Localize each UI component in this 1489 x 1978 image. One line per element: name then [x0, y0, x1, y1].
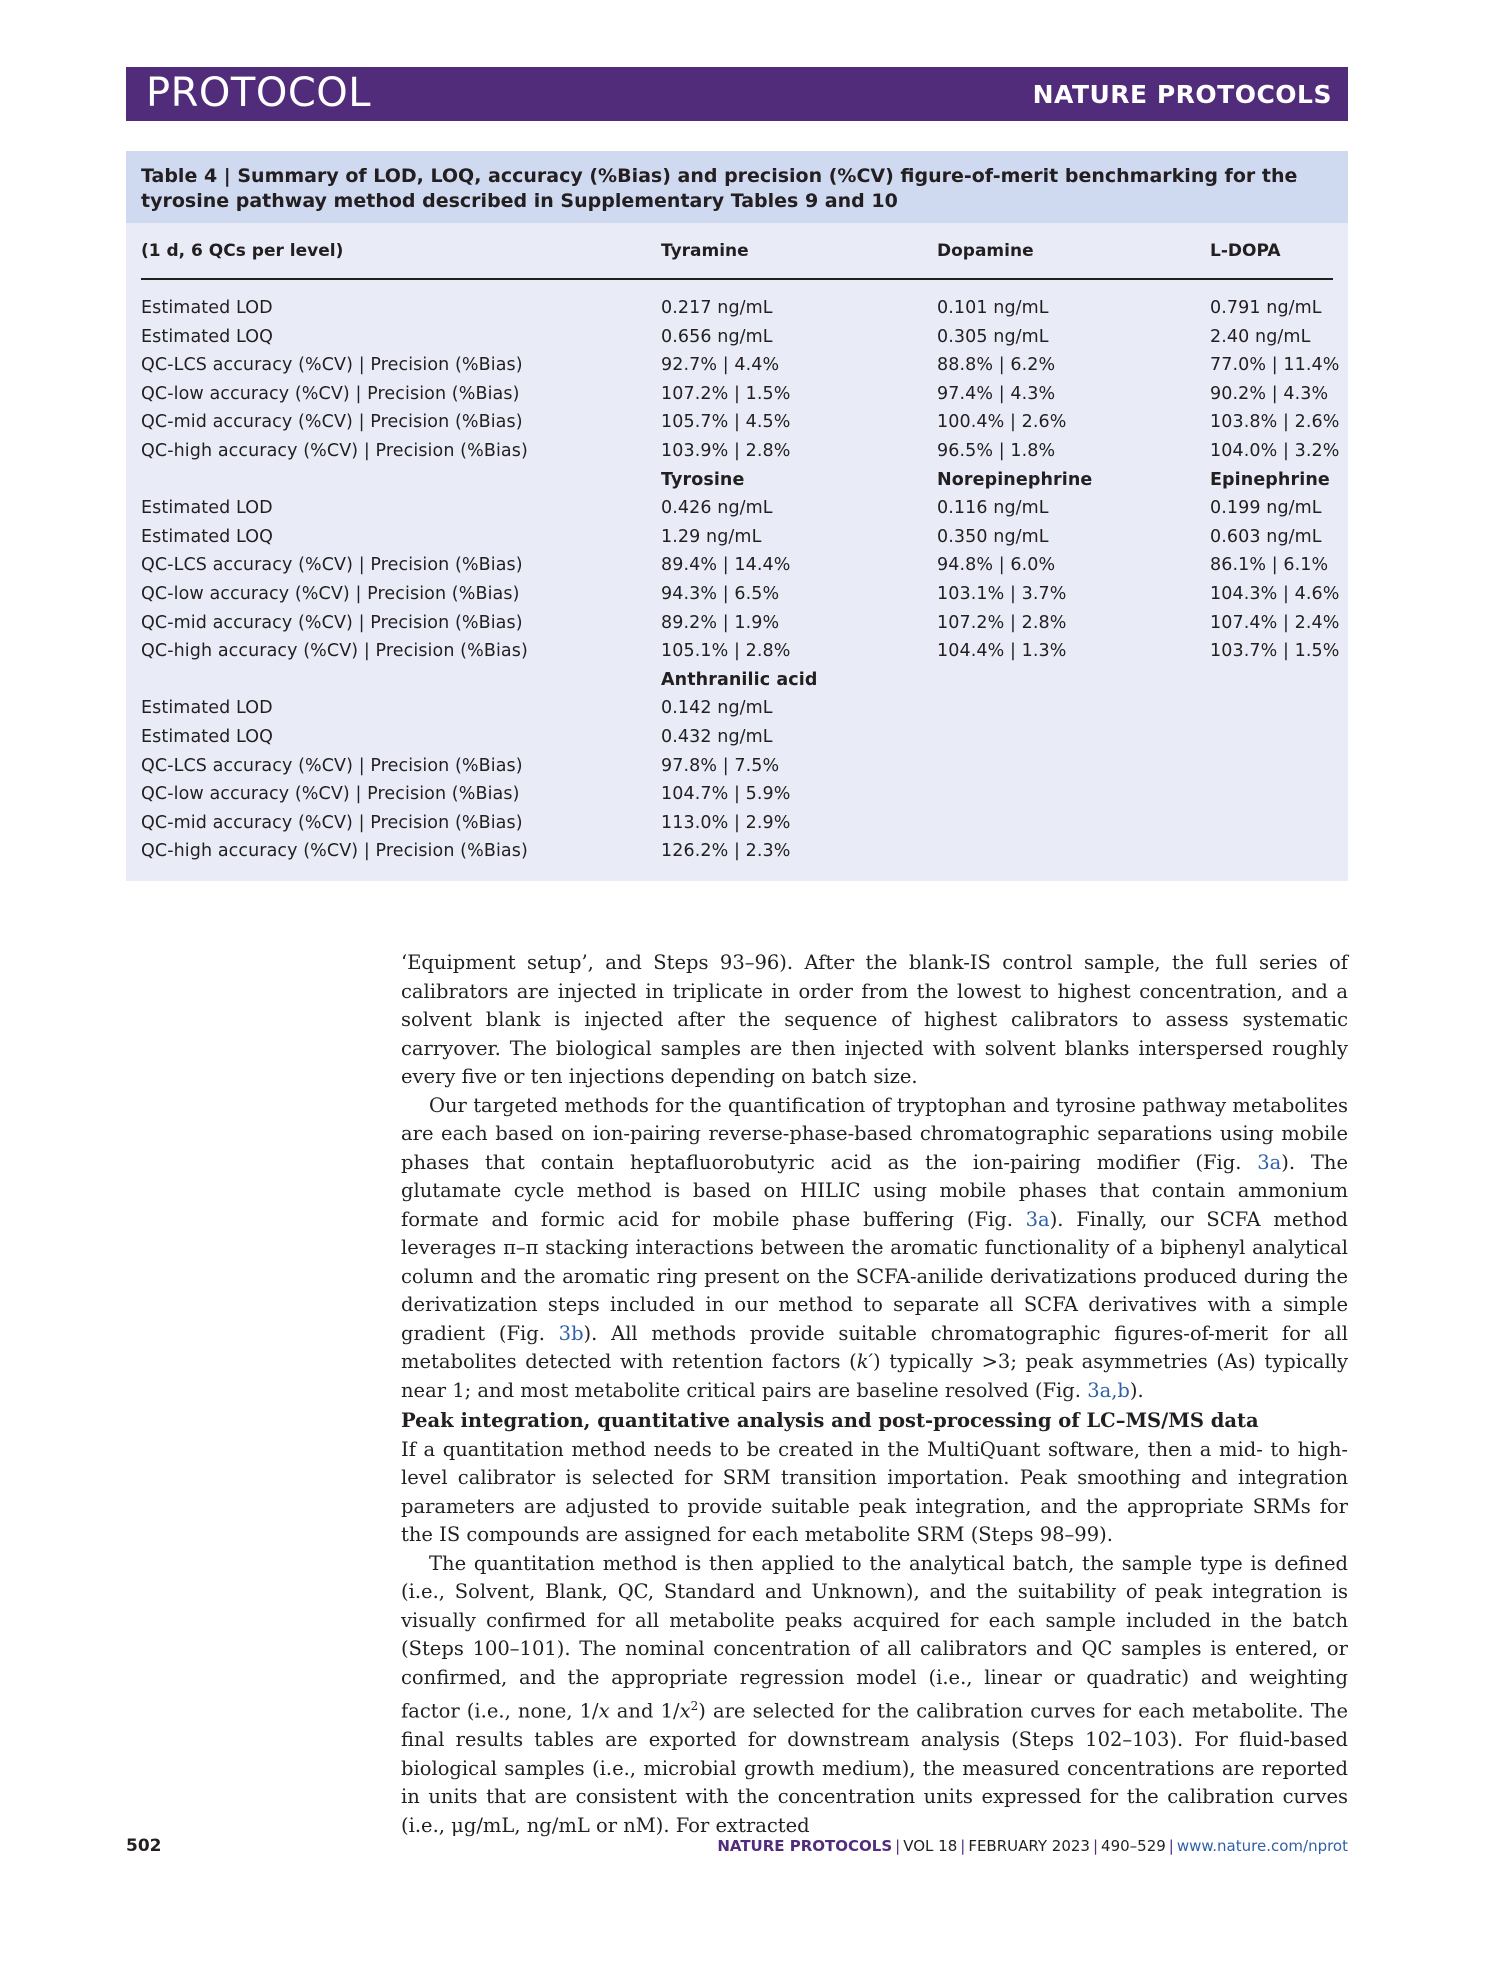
table-cell: 92.7% | 4.4% — [661, 355, 780, 376]
table-header-cell: Tyramine — [661, 241, 749, 261]
table-row — [126, 437, 1348, 465]
table-cell: QC-mid accuracy (%CV) | Precision (%Bias) — [141, 412, 523, 433]
table-row — [126, 323, 1348, 351]
table-cell: QC-LCS accuracy (%CV) | Precision (%Bias) — [141, 355, 523, 376]
table-cell: QC-mid accuracy (%CV) | Precision (%Bias) — [141, 612, 523, 633]
table-cell: 88.8% | 6.2% — [937, 355, 1056, 376]
table-cell: 103.8% | 2.6% — [1210, 412, 1340, 433]
page-number: 502 — [126, 1836, 162, 1856]
footer-citation — [717, 1837, 1348, 1855]
table-group-header-cell: Epinephrine — [1210, 469, 1330, 490]
table-cell: 90.2% | 4.3% — [1210, 383, 1329, 404]
table-row — [126, 752, 1348, 780]
table-row — [126, 609, 1348, 637]
paragraph: ‘Equipment setup’, and Steps 93–96). After the blank-IS control sample, the full series of calibrators are injected in triplicate in order from the lowest to highest concentration, and a solvent blank is injected after the sequence of highest calibrators to assess systematic carryover. The biological samples are then injected with solvent blanks interspersed roughly every five or ten injections depending on batch size. — [401, 951, 1348, 1088]
table-cell: 107.2% | 1.5% — [661, 383, 791, 404]
table-cell: 107.2% | 2.8% — [937, 612, 1067, 633]
section-subheading: Peak integration, quantitative analysis and post-processing of LC–MS/MS data — [401, 1409, 1259, 1432]
table-cell: 126.2% | 2.3% — [661, 841, 791, 862]
table-caption-band — [126, 151, 1348, 223]
table-cell: QC-LCS accuracy (%CV) | Precision (%Bias) — [141, 555, 523, 576]
table-cell: 104.4% | 1.3% — [937, 641, 1067, 662]
table-cell: 96.5% | 1.8% — [937, 441, 1056, 461]
text-run: Our targeted methods for the quantification of tryptophan and tyrosine pathway metabolites are each based on ion-pairing reverse-phase-based chromatographic separations using mobile phases that contain heptafluorobutyric acid as the ion-pairing modifier (Fig. — [401, 1093, 1348, 1174]
table-cell: 97.8% | 7.5% — [661, 755, 780, 776]
table-cell: 77.0% | 11.4% — [1210, 355, 1340, 376]
text-run: x — [679, 1699, 691, 1723]
text-run: x — [598, 1699, 610, 1723]
table-cell: 0.432 ng/mL — [661, 727, 773, 747]
table-row — [126, 523, 1348, 551]
table-row — [126, 551, 1348, 579]
footer-journal: NATURE PROTOCOLS — [717, 1837, 893, 1855]
text-run: ) are selected for the calibration curves for each metabolite. The final results tables are exported for downstream analysis (Steps 102–103). For fluid-based biological samples (i.e., microbial growth medium), the measured concentrations are reported in units that are consistent with the concentration units expressed for the calibration curves (i.e., μg/mL, ng/mL or nM). For extracted — [401, 1699, 1348, 1837]
text-run: 2 — [690, 1699, 699, 1713]
figure-link[interactable]: 3a — [1257, 1150, 1282, 1174]
table-cell: 0.142 ng/mL — [661, 698, 773, 719]
table-cell: Estimated LOD — [141, 698, 273, 719]
table-cell: QC-high accuracy (%CV) | Precision (%Bias) — [141, 441, 528, 461]
footer-separator: | — [895, 1837, 901, 1855]
table-cell: Estimated LOD — [141, 298, 273, 318]
table-cell: Estimated LOD — [141, 498, 273, 519]
paragraph — [401, 1092, 1348, 1406]
table-cell: Estimated LOQ — [141, 526, 273, 547]
table-group-header-cell: Tyrosine — [661, 469, 745, 490]
table-cell: 0.791 ng/mL — [1210, 298, 1322, 318]
table-cell: QC-high accuracy (%CV) | Precision (%Bias) — [141, 641, 528, 662]
journal-name: NATURE PROTOCOLS — [1032, 80, 1332, 109]
text-run: ). All methods provide suitable chromatographic figures-of-merit for all metabolites detected with retention factors ( — [401, 1321, 1348, 1373]
footer-separator: | — [1168, 1837, 1174, 1855]
table-cell: 103.7% | 1.5% — [1210, 641, 1340, 662]
table-cell: 97.4% | 4.3% — [937, 383, 1056, 404]
table-header-cell: (1 d, 6 QCs per level) — [141, 241, 344, 261]
table-cell: 113.0% | 2.9% — [661, 812, 791, 833]
table-cell: 89.2% | 1.9% — [661, 612, 780, 633]
text-run: k′ — [856, 1350, 874, 1373]
footer-volume: VOL 18 — [903, 1837, 958, 1855]
table-cell: QC-LCS accuracy (%CV) | Precision (%Bias) — [141, 755, 523, 776]
paragraph: If a quantitation method needs to be created in the MultiQuant software, then a mid- to high-level calibrator is selected for SRM transition importation. Peak smoothing and integration parameters are adjusted to provide suitable peak integration, and the appropriate SRMs for the IS compounds are assigned for each metabolite SRM (Steps 98–99). — [401, 1437, 1348, 1546]
header-bar — [126, 67, 1348, 121]
body-text — [401, 949, 1348, 1405]
table-cell: 103.9% | 2.8% — [661, 441, 791, 461]
table-caption — [141, 164, 1331, 214]
table-caption-label: Table 4 | — [141, 165, 231, 187]
text-run: ). The glutamate cycle method is based on HILIC using mobile phases that contain ammonium formate and formic acid for mobile phase buffering (Fig. — [401, 1150, 1348, 1231]
figure-link[interactable]: 3a,b — [1087, 1378, 1130, 1402]
table-row — [126, 666, 1348, 694]
table-row — [126, 380, 1348, 408]
table-cell: 0.101 ng/mL — [937, 298, 1049, 318]
footer-pages: 490–529 — [1101, 1837, 1166, 1855]
table-header-cell: Dopamine — [937, 241, 1034, 261]
table-cell: 104.3% | 4.6% — [1210, 584, 1340, 604]
table-row — [126, 494, 1348, 522]
table-row — [126, 780, 1348, 808]
figure-link[interactable]: 3a — [1025, 1207, 1050, 1231]
table-cell: 0.656 ng/mL — [661, 326, 773, 347]
table-cell: QC-low accuracy (%CV) | Precision (%Bias) — [141, 383, 520, 404]
table-group-header-cell: Anthranilic acid — [661, 669, 818, 690]
table-cell: 104.0% | 3.2% — [1210, 441, 1340, 461]
table-cell: 100.4% | 2.6% — [937, 412, 1067, 433]
footer-separator: | — [1092, 1837, 1099, 1855]
text-run: ). — [1129, 1378, 1144, 1402]
table-4 — [126, 151, 1348, 881]
table-row — [126, 809, 1348, 837]
table-row — [126, 294, 1348, 322]
table-caption-text: Summary of LOD, LOQ, accuracy (%Bias) and precision (%CV) figure-of-merit benchmarking for the tyrosine pathway method described in Supplementary Tables 9 and 10 — [141, 165, 1298, 212]
table-row — [126, 637, 1348, 665]
table-cell: 107.4% | 2.4% — [1210, 612, 1340, 633]
table-row — [126, 837, 1348, 865]
text-run: and 1/ — [609, 1699, 680, 1723]
text-run: ) typically >3; peak asymmetries (As) typically near 1; and most metabolite critical pairs are baseline resolved (Fig. — [401, 1350, 1348, 1402]
table-group-header-cell: Norepinephrine — [937, 469, 1093, 490]
table-cell: 104.7% | 5.9% — [661, 784, 791, 805]
table-cell: Estimated LOQ — [141, 326, 273, 347]
table-row — [126, 580, 1348, 608]
footer-separator: | — [960, 1837, 966, 1855]
body-text-section — [401, 1407, 1348, 1840]
table-cell: 89.4% | 14.4% — [661, 555, 791, 576]
table-cell: 0.116 ng/mL — [937, 498, 1049, 519]
table-cell: 2.40 ng/mL — [1210, 326, 1311, 347]
table-cell: QC-low accuracy (%CV) | Precision (%Bias) — [141, 584, 520, 604]
text-run: ). Finally, our SCFA method leverages π–π stacking interactions between the aromatic functionality of a biphenyl analytical column and the aromatic ring present on the SCFA-anilide derivatizations produced during the derivatization steps included in our method to separate all SCFA derivatives with a simple gradient (Fig. — [401, 1207, 1348, 1345]
table-row — [126, 408, 1348, 436]
table-row — [126, 466, 1348, 494]
table-cell: 103.1% | 3.7% — [937, 584, 1067, 604]
table-header-cell: L-DOPA — [1210, 241, 1281, 261]
table-cell: 0.350 ng/mL — [937, 526, 1049, 547]
footer-url[interactable]: www.nature.com/nprot — [1176, 1837, 1348, 1855]
table-cell: 0.426 ng/mL — [661, 498, 773, 519]
table-cell: 1.29 ng/mL — [661, 526, 762, 547]
table-cell: 105.1% | 2.8% — [661, 641, 791, 662]
table-header-rule — [141, 278, 1333, 280]
table-cell: 86.1% | 6.1% — [1210, 555, 1329, 576]
table-cell: QC-mid accuracy (%CV) | Precision (%Bias) — [141, 812, 523, 833]
table-cell: 0.305 ng/mL — [937, 326, 1049, 347]
table-cell: QC-high accuracy (%CV) | Precision (%Bias) — [141, 841, 528, 862]
table-cell: Estimated LOQ — [141, 727, 273, 747]
table-cell: QC-low accuracy (%CV) | Precision (%Bias) — [141, 784, 520, 805]
table-cell: 105.7% | 4.5% — [661, 412, 791, 433]
section-label: PROTOCOL — [146, 70, 372, 116]
table-row — [126, 723, 1348, 751]
footer-date: FEBRUARY 2023 — [968, 1837, 1090, 1855]
table-cell: 0.217 ng/mL — [661, 298, 773, 318]
table-cell: 0.199 ng/mL — [1210, 498, 1322, 519]
text-run: The quantitation method is then applied to the analytical batch, the sample type is defined (i.e., Solvent, Blank, QC, Standard and Unknown), and the suitability of peak integration is visually confirmed for all metabolite peaks acquired for each sample included in the batch (Steps 100–101). The nominal concentration of all calibrators and QC samples is entered, or confirmed, and the appropriate regression model (i.e., linear or quadratic) and weighting factor (i.e., none, 1/ — [401, 1551, 1348, 1723]
table-cell: 94.8% | 6.0% — [937, 555, 1056, 576]
table-row — [126, 694, 1348, 722]
table-cell: 94.3% | 6.5% — [661, 584, 780, 604]
paragraph — [401, 1550, 1348, 1841]
figure-link[interactable]: 3b — [558, 1321, 584, 1345]
table-cell: 0.603 ng/mL — [1210, 526, 1322, 547]
table-row — [126, 351, 1348, 379]
